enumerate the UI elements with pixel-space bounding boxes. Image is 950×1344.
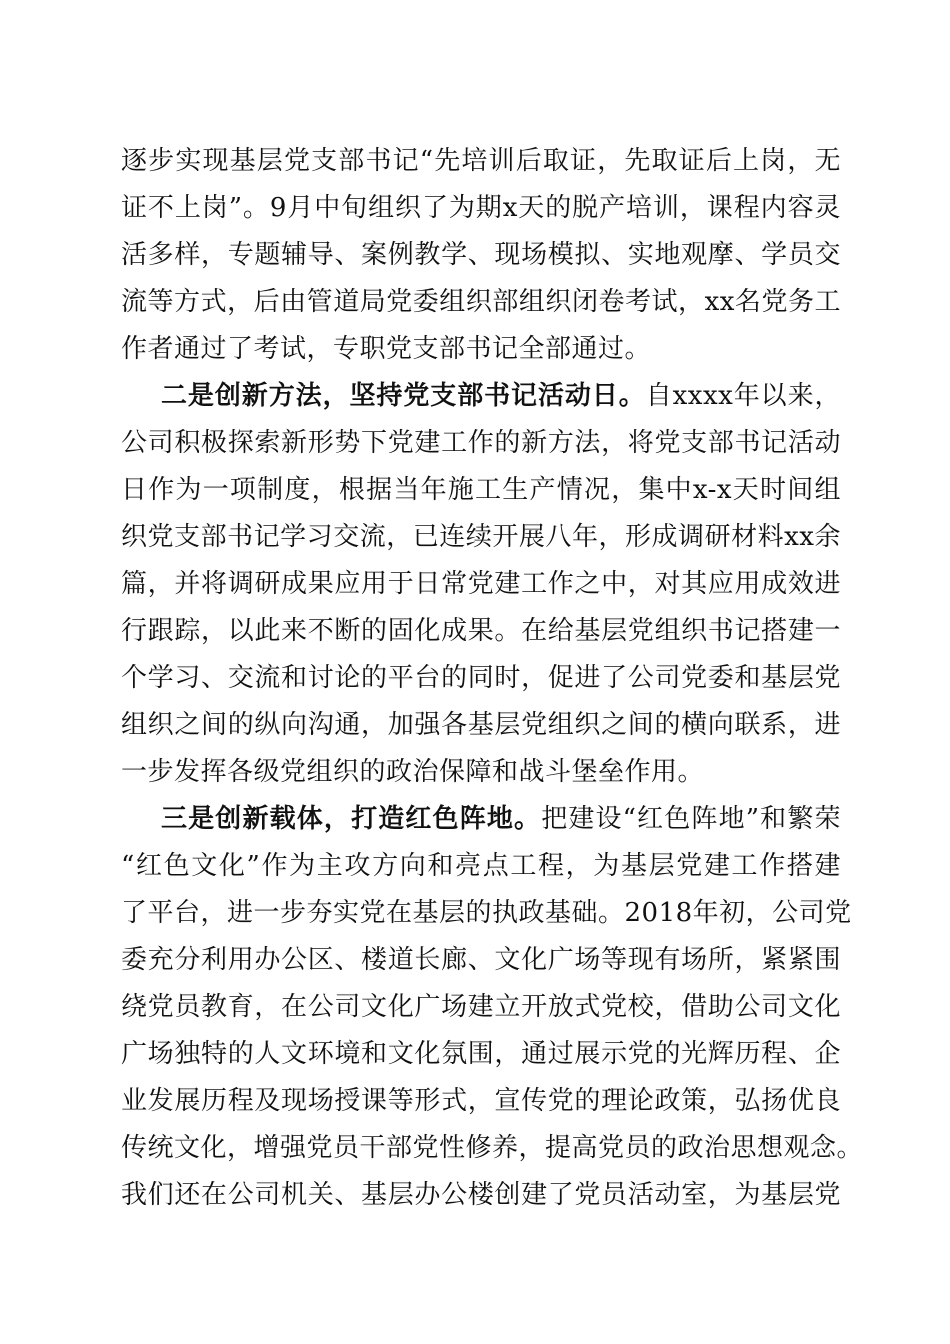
text-line: 广场独特的人文环境和文化氛围，通过展示党的光辉历程、企 — [121, 1039, 841, 1069]
text-line: “红色文化”作为主攻方向和亮点工程，为基层党建工作搭建 — [121, 851, 841, 881]
text-line: 了平台，进一步夯实党在基层的执政基础。2018年初，公司党 — [121, 898, 852, 928]
text-line: 流等方式，后由管道局党委组织部组织闭卷考试，xx名党务工 — [121, 287, 841, 317]
text-line: 行跟踪，以此来不断的固化成果。在给基层党组织书记搭建一 — [121, 616, 841, 646]
text-line: 传统文化，增强党员干部党性修养，提高党员的政治思想观念。 — [121, 1133, 864, 1163]
text-line: 绕党员教育，在公司文化广场建立开放式党校，借助公司文化 — [121, 992, 841, 1022]
text-line: 作者通过了考试，专职党支部书记全部通过。 — [121, 334, 652, 364]
paragraph-heading: 二是创新方法，坚持党支部书记活动日。 — [161, 381, 646, 411]
text-line: 委充分利用办公区、楼道长廊、文化广场等现有场所，紧紧围 — [121, 945, 841, 975]
paragraph-first-line — [121, 796, 841, 843]
text-line: 我们还在公司机关、基层办公楼创建了党员活动室，为基层党 — [121, 1180, 841, 1210]
text-line: 日作为一项制度，根据当年施工生产情况，集中x-x天时间组 — [121, 475, 841, 505]
text-run: 把建设“红色阵地”和繁荣 — [541, 804, 841, 834]
text-line: 织党支部书记学习交流，已连续开展八年，形成调研材料xx余 — [121, 522, 841, 552]
text-line: 业发展历程及现场授课等形式，宣传党的理论政策，弘扬优良 — [121, 1086, 841, 1116]
text-line: 证不上岗”。9月中旬组织了为期x天的脱产培训，课程内容灵 — [121, 193, 841, 223]
text-line: 一步发挥各级党组织的政治保障和战斗堡垒作用。 — [121, 757, 705, 787]
text-line: 公司积极探索新形势下党建工作的新方法，将党支部书记活动 — [121, 428, 841, 458]
text-line: 组织之间的纵向沟通，加强各基层党组织之间的横向联系，进 — [121, 710, 841, 740]
text-line: 篇，并将调研成果应用于日常党建工作之中，对其应用成效进 — [121, 569, 841, 599]
text-line: 个学习、交流和讨论的平台的同时，促进了公司党委和基层党 — [121, 663, 841, 693]
paragraph-heading: 三是创新载体，打造红色阵地。 — [161, 804, 542, 834]
text-line: 活多样，专题辅导、案例教学、现场模拟、实地观摩、学员交 — [121, 240, 841, 270]
paragraph-first-line — [121, 373, 841, 420]
text-line: 逐步实现基层党支部书记“先培训后取证，先取证后上岗，无 — [121, 146, 841, 176]
text-run: 自xxxx年以来， — [645, 381, 841, 411]
body-text — [121, 138, 864, 1219]
